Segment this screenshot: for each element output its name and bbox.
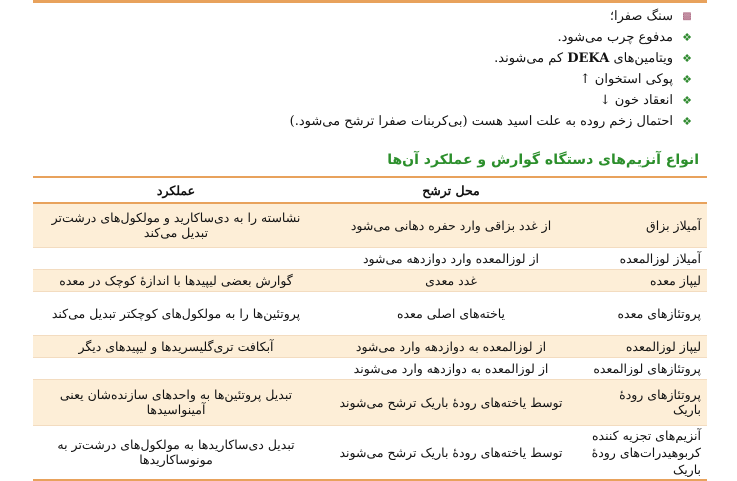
cell-site: از غدد بزاقی وارد حفره دهانی می‌شود — [319, 203, 583, 247]
diamond-bullet-icon: ❖ — [682, 94, 692, 107]
table-row — [33, 269, 707, 291]
header-function: عملکرد — [33, 177, 319, 203]
cell-function: گوارش بعضی لیپیدها با اندازهٔ کوچک در معده — [33, 269, 319, 291]
cell-name: آمیلاز لوزالمعده — [583, 247, 707, 269]
bullet-item — [57, 90, 697, 111]
cell-name: پروتئازهای رودهٔ باریک — [583, 379, 707, 425]
header-site: محل ترشح — [319, 177, 583, 203]
diamond-bullet-icon: ❖ — [682, 115, 692, 128]
table-row — [33, 291, 707, 335]
cell-site: از لوزالمعده وارد دوازدهه می‌شود — [319, 247, 583, 269]
table-row — [33, 379, 707, 425]
cell-function: تبدیل پروتئین‌ها به واحدهای سازنده‌شان یعنی آمینواسیدها — [33, 379, 319, 425]
cell-function: نشاسته را به دی‌ساکارید و مولکول‌های درشت‌تر تبدیل می‌کند — [33, 203, 319, 247]
bullet-item — [57, 6, 697, 27]
table-row — [33, 335, 707, 357]
cell-name — [583, 425, 707, 480]
table-row — [33, 425, 707, 480]
cell-site: از لوزالمعده به دوازدهه وارد می‌شود — [319, 335, 583, 357]
bullet-text-after: کم می‌شوند. — [494, 51, 564, 66]
bullet-list — [57, 6, 697, 132]
bullet-text: پوکی استخوان ↑ — [579, 72, 673, 87]
diamond-bullet-icon: ❖ — [682, 52, 692, 65]
bullet-item — [57, 69, 697, 90]
diamond-bullet-icon: ❖ — [682, 31, 692, 44]
top-rule — [33, 0, 707, 3]
vitamins-bold: DEKA — [567, 51, 610, 66]
cell-name: لیپاز معده — [583, 269, 707, 291]
bullet-text: احتمال زخم روده به علت اسید هست (بی‌کربنات صفرا ترشح می‌شود.) — [289, 114, 673, 129]
table-row — [33, 203, 707, 247]
cell-function: آبکافت تری‌گلیسریدها و لیپیدهای دیگر — [33, 335, 319, 357]
cell-name: آمیلاز بزاق — [583, 203, 707, 247]
diamond-bullet-icon: ❖ — [682, 73, 692, 86]
cell-site: یاخته‌های اصلی معده — [319, 291, 583, 335]
cell-function — [33, 357, 319, 379]
bullet-item — [57, 48, 697, 69]
cell-function: تبدیل دی‌ساکاریدها به مولکول‌های درشت‌تر به مونوساکاریدها — [33, 425, 319, 480]
bullet-text — [494, 48, 677, 69]
bullet-item — [57, 27, 697, 48]
cell-name-line: آنزیم‌های تجزیه کننده — [591, 427, 701, 443]
square-bullet-icon: ▩ — [682, 11, 692, 22]
section-heading: انواع آنزیم‌های دستگاه گوارش و عملکرد آن‌ها — [387, 152, 699, 168]
cell-site: توسط یاخته‌های رودهٔ باریک ترشح می‌شوند — [319, 379, 583, 425]
table-header-row — [33, 177, 707, 203]
cell-site: از لوزالمعده به دوازدهه وارد می‌شوند — [319, 357, 583, 379]
cell-function — [33, 247, 319, 269]
cell-name: لیپاز لوزالمعده — [583, 335, 707, 357]
cell-function: پروتئین‌ها را به مولکول‌های کوچکتر تبدیل می‌کند — [33, 291, 319, 335]
header-name — [583, 177, 707, 203]
bullet-text: مدفوع چرب می‌شود. — [557, 30, 673, 45]
cell-name: پروتئازهای لوزالمعده — [583, 357, 707, 379]
bullet-text: سنگ صفرا؛ — [609, 9, 673, 24]
bullet-item — [57, 111, 697, 132]
bullet-text-before: ویتامین‌های — [613, 51, 673, 66]
cell-site: غدد معدی — [319, 269, 583, 291]
enzyme-table — [33, 176, 707, 481]
table-row — [33, 247, 707, 269]
bullet-text: انعقاد خون ↓ — [599, 93, 673, 108]
table-row — [33, 357, 707, 379]
cell-site: توسط یاخته‌های رودهٔ باریک ترشح می‌شوند — [319, 425, 583, 480]
cell-name: پروتئازهای معده — [583, 291, 707, 335]
cell-name-line: کربوهیدرات‌های رودهٔ باریک — [591, 444, 701, 477]
